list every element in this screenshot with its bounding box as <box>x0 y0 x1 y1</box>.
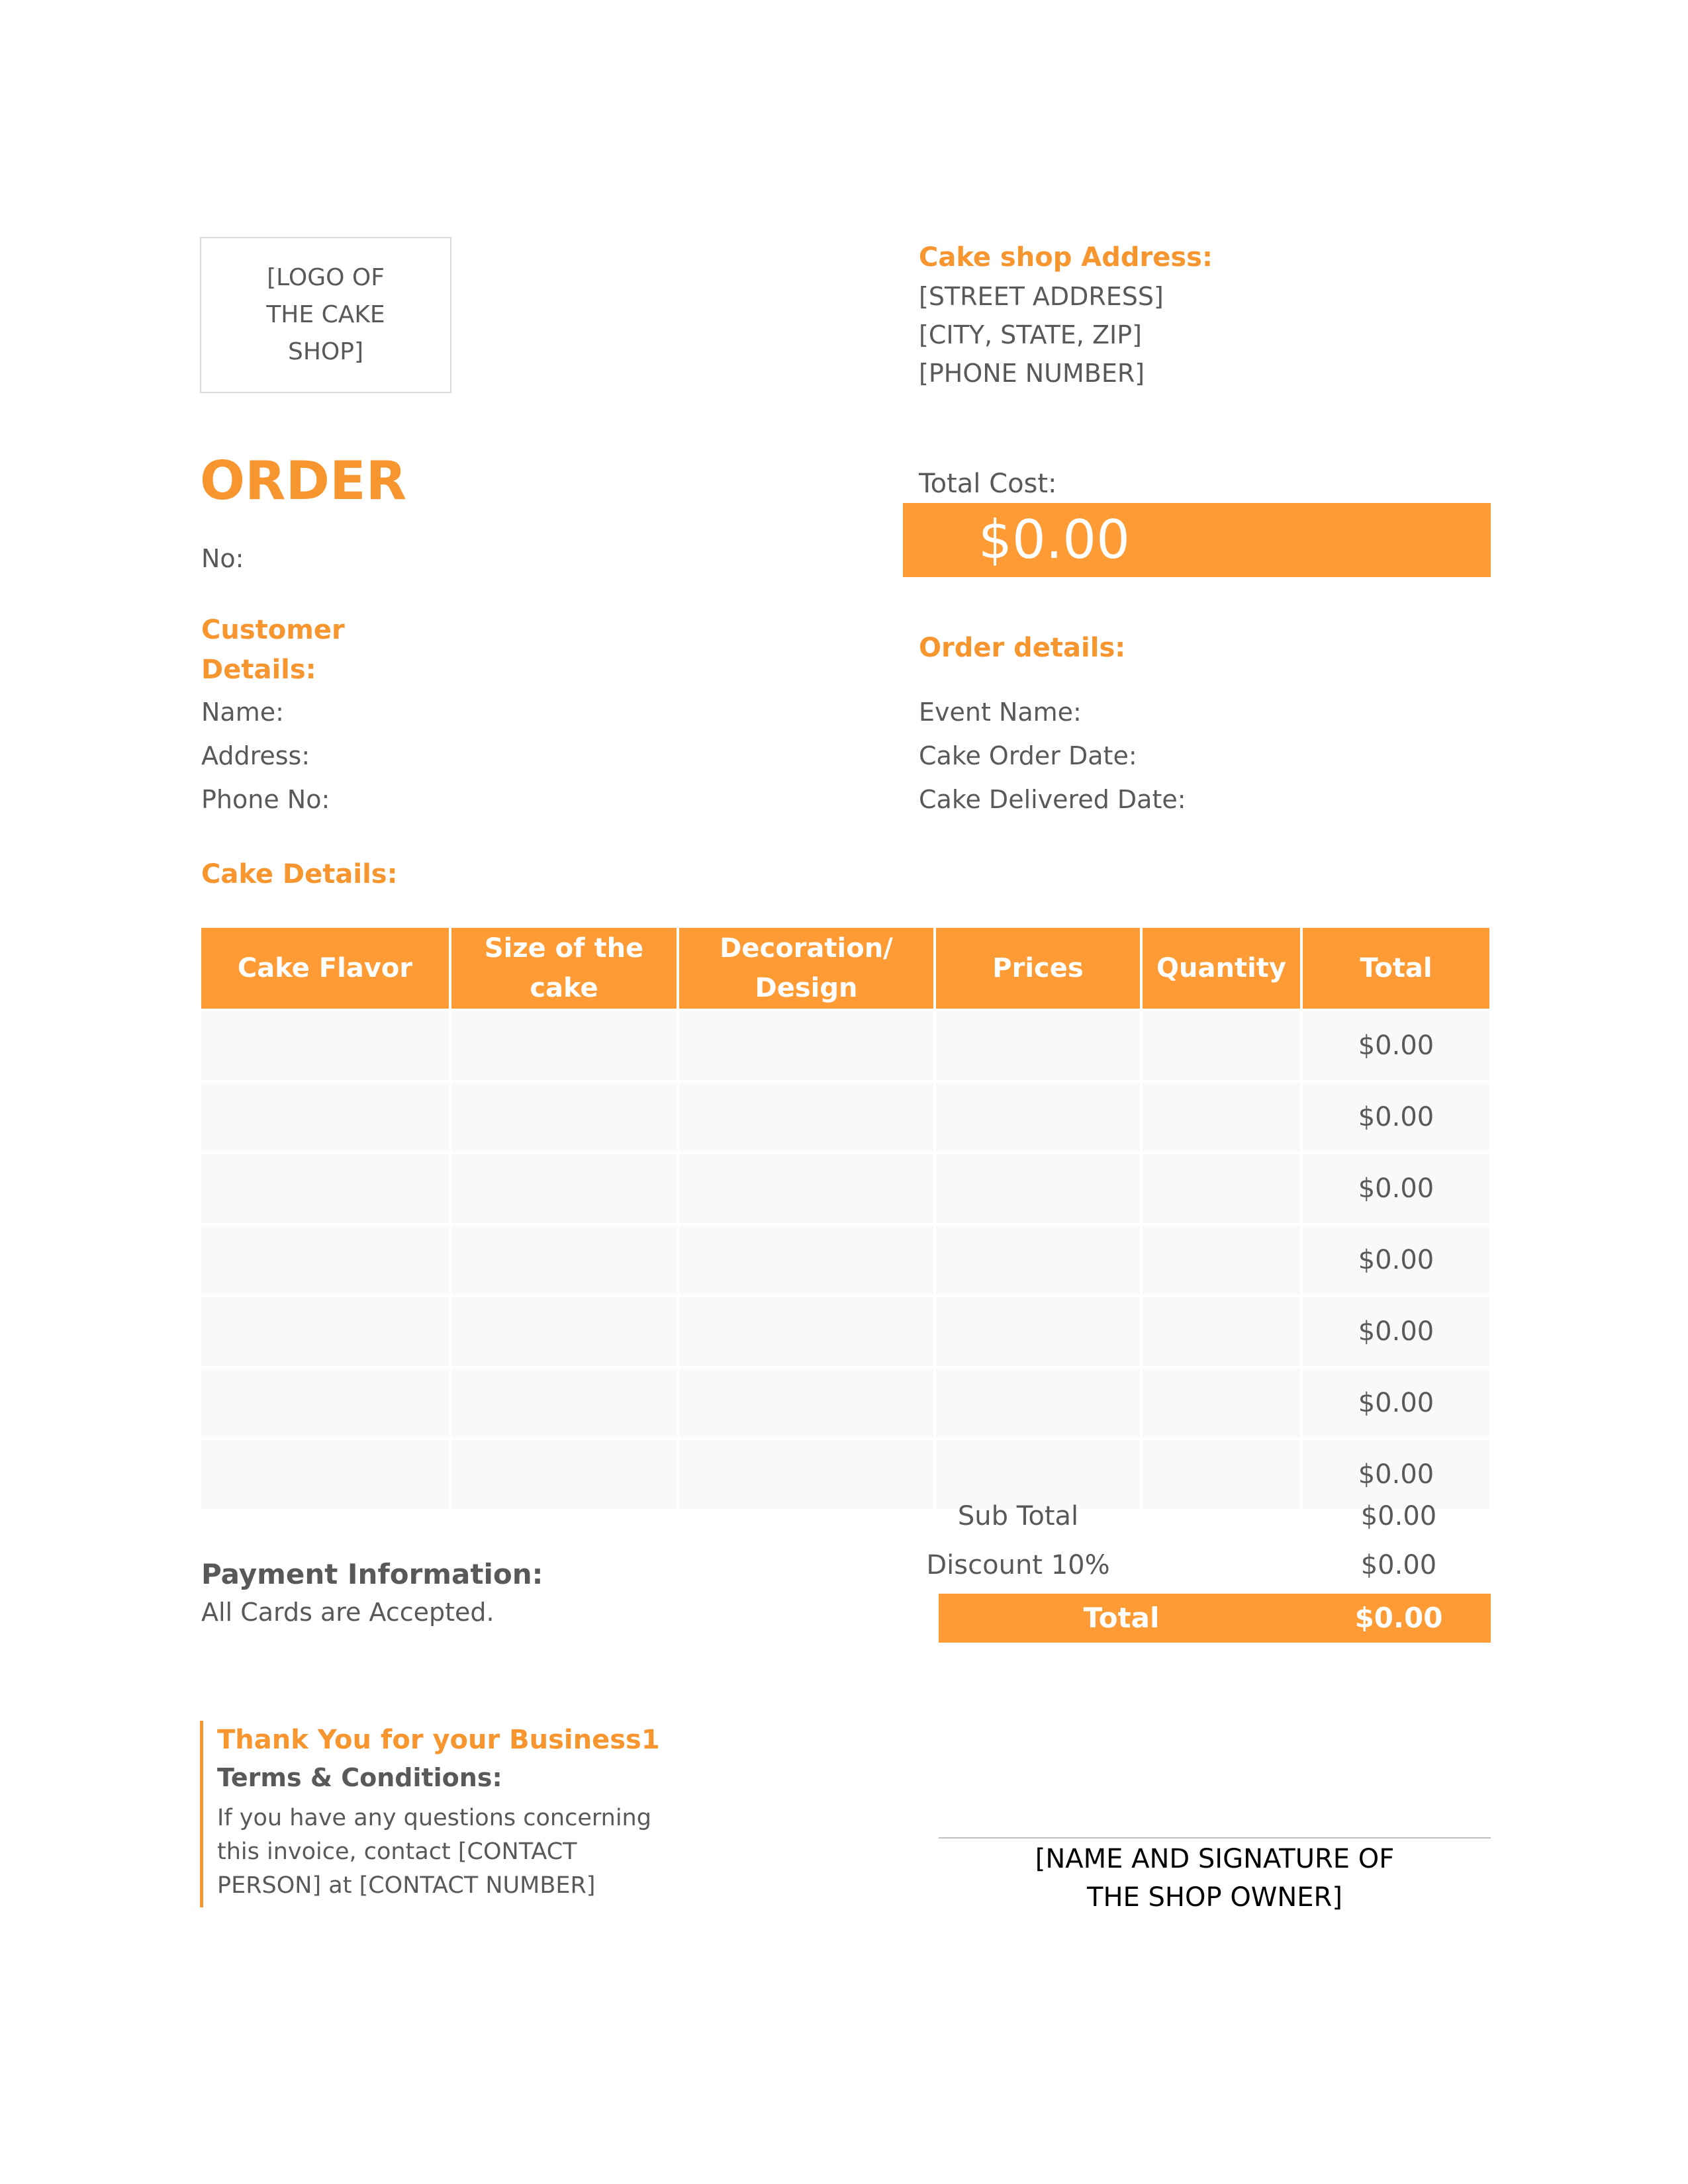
cell-cake-flavor[interactable] <box>201 1153 450 1224</box>
cake-delivered-date-label: Cake Delivered Date: <box>919 785 1186 814</box>
column-header-prices: Prices <box>935 928 1141 1010</box>
cell-cake-flavor[interactable] <box>201 1367 450 1439</box>
terms-text: If you have any questions concerning this invoice, contact [CONTACT PERSON] at [CONTACT NUMBER] <box>217 1805 651 1899</box>
terms-accent-rule <box>200 1721 203 1907</box>
column-header-decoration: Decoration/ Design <box>678 928 935 1010</box>
table-row <box>201 1439 1489 1509</box>
signature-caption: [NAME AND SIGNATURE OF THE SHOP OWNER] <box>1035 1844 1395 1913</box>
customer-details-title: Customer Details: <box>201 615 345 685</box>
cell-price[interactable] <box>935 1081 1141 1153</box>
logo-placeholder-text: [LOGO OF THE CAKE SHOP] <box>266 264 385 365</box>
shop-city-state-zip: [CITY, STATE, ZIP] <box>919 320 1142 349</box>
column-header-quantity: Quantity <box>1141 928 1301 1010</box>
cell-decoration[interactable] <box>678 1010 935 1081</box>
cell-total: $0.00 <box>1301 1081 1489 1153</box>
order-title: ORDER <box>200 450 407 512</box>
cell-quantity[interactable] <box>1141 1367 1301 1439</box>
grand-total-label: Total <box>1083 1602 1160 1634</box>
cell-total: $0.00 <box>1301 1153 1489 1224</box>
customer-name-label: Name: <box>201 698 284 727</box>
cell-size[interactable] <box>450 1153 678 1224</box>
cell-total: $0.00 <box>1301 1010 1489 1081</box>
customer-address-label: Address: <box>201 741 310 770</box>
table-header-row <box>201 928 1489 1010</box>
column-header-size: Size of the cake <box>450 928 678 1010</box>
table-row <box>201 1224 1489 1296</box>
discount-value: $0.00 <box>1360 1550 1437 1580</box>
table-row <box>201 1153 1489 1224</box>
subtotal-value: $0.00 <box>1360 1501 1437 1531</box>
cell-decoration[interactable] <box>678 1153 935 1224</box>
table-row <box>201 1367 1489 1439</box>
cell-decoration[interactable] <box>678 1439 935 1509</box>
cell-total: $0.00 <box>1301 1296 1489 1367</box>
cake-details-table <box>201 928 1489 1509</box>
order-details-title: Order details: <box>919 633 1126 663</box>
cell-cake-flavor[interactable] <box>201 1296 450 1367</box>
cell-total: $0.00 <box>1301 1367 1489 1439</box>
total-cost-label: Total Cost: <box>919 469 1057 499</box>
payment-information-text: All Cards are Accepted. <box>201 1598 494 1627</box>
column-header-cake-flavor: Cake Flavor <box>201 928 450 1010</box>
cell-decoration[interactable] <box>678 1081 935 1153</box>
cell-total: $0.00 <box>1301 1439 1489 1509</box>
cell-decoration[interactable] <box>678 1296 935 1367</box>
shop-phone-number: [PHONE NUMBER] <box>919 359 1145 388</box>
signature-line <box>939 1837 1491 1839</box>
cell-decoration[interactable] <box>678 1224 935 1296</box>
table-row <box>201 1010 1489 1081</box>
event-name-label: Event Name: <box>919 698 1082 727</box>
cell-price[interactable] <box>935 1439 1141 1509</box>
cell-size[interactable] <box>450 1224 678 1296</box>
table-row <box>201 1081 1489 1153</box>
cell-quantity[interactable] <box>1141 1153 1301 1224</box>
table-row <box>201 1296 1489 1367</box>
cell-price[interactable] <box>935 1367 1141 1439</box>
cell-size[interactable] <box>450 1296 678 1367</box>
cell-quantity[interactable] <box>1141 1296 1301 1367</box>
cell-quantity[interactable] <box>1141 1224 1301 1296</box>
column-header-total: Total <box>1301 928 1489 1010</box>
shop-address-title: Cake shop Address: <box>919 242 1213 273</box>
cell-quantity[interactable] <box>1141 1439 1301 1509</box>
cell-total: $0.00 <box>1301 1224 1489 1296</box>
customer-phone-label: Phone No: <box>201 785 330 814</box>
cell-price[interactable] <box>935 1296 1141 1367</box>
shop-logo-placeholder <box>200 237 451 393</box>
grand-total-value: $0.00 <box>1354 1602 1443 1634</box>
order-number-label: No: <box>201 544 244 573</box>
cell-cake-flavor[interactable] <box>201 1224 450 1296</box>
cell-cake-flavor[interactable] <box>201 1010 450 1081</box>
cell-decoration[interactable] <box>678 1367 935 1439</box>
discount-label: Discount 10% <box>926 1550 1110 1580</box>
cell-price[interactable] <box>935 1224 1141 1296</box>
cell-size[interactable] <box>450 1367 678 1439</box>
shop-street-address: [STREET ADDRESS] <box>919 282 1164 311</box>
cell-size[interactable] <box>450 1010 678 1081</box>
cell-size[interactable] <box>450 1081 678 1153</box>
cake-details-title: Cake Details: <box>201 859 398 889</box>
cell-quantity[interactable] <box>1141 1010 1301 1081</box>
cell-price[interactable] <box>935 1153 1141 1224</box>
cell-cake-flavor[interactable] <box>201 1081 450 1153</box>
cell-price[interactable] <box>935 1010 1141 1081</box>
cell-cake-flavor[interactable] <box>201 1439 450 1509</box>
terms-title: Terms & Conditions: <box>217 1763 502 1792</box>
cake-order-date-label: Cake Order Date: <box>919 741 1137 770</box>
cell-quantity[interactable] <box>1141 1081 1301 1153</box>
cell-size[interactable] <box>450 1439 678 1509</box>
payment-information-title: Payment Information: <box>201 1558 543 1590</box>
subtotal-label: Sub Total <box>957 1501 1079 1531</box>
thank-you-message: Thank You for your Business1 <box>217 1725 660 1755</box>
total-cost-value: $0.00 <box>978 509 1131 570</box>
